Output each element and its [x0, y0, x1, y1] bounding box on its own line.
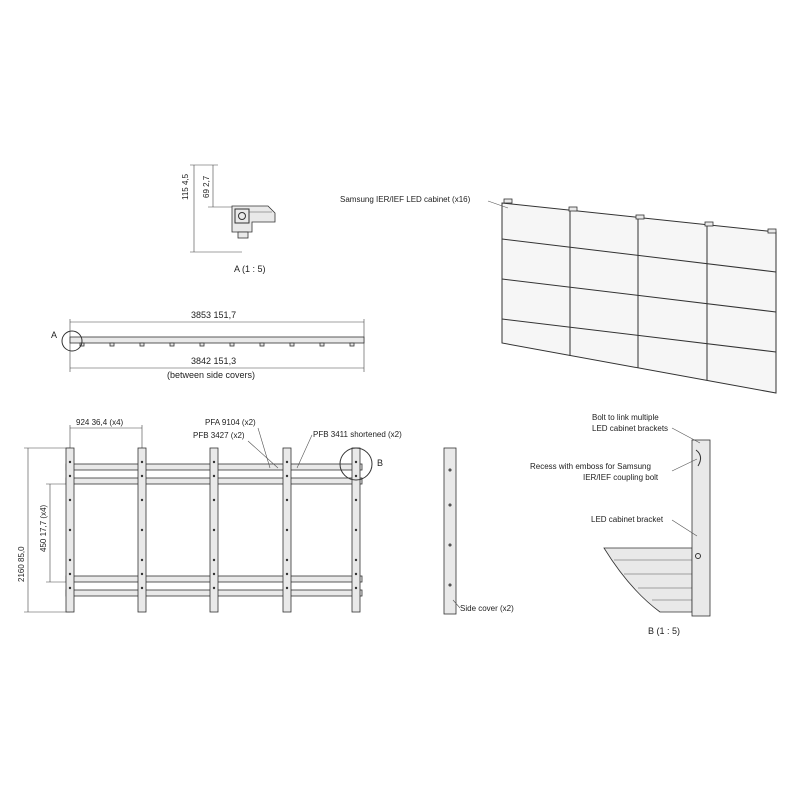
- upright-hole: [141, 587, 143, 589]
- upright-hole: [141, 475, 143, 477]
- detail-a: [181, 165, 275, 274]
- side-view: [51, 310, 364, 380]
- side-view-bottom-note: (between side covers): [167, 370, 256, 380]
- rail-bracket-tick: [200, 343, 204, 346]
- detail-b-recess-1: Recess with emboss for Samsung: [530, 462, 651, 471]
- rail-bracket-tick: [350, 343, 354, 346]
- detail-b-caption: B (1 : 5): [648, 626, 681, 636]
- front-top-dim: 924 36,4 (x4): [76, 418, 124, 427]
- side-cover-label: Side cover (x2): [460, 604, 514, 613]
- rail-bracket-tick: [290, 343, 294, 346]
- side-view-bottom-dim: 3842 151,3: [191, 356, 237, 366]
- side-view-marker-a: A: [51, 330, 58, 340]
- detail-b-bolt-1: Bolt to link multiple: [592, 413, 659, 422]
- upright-hole: [69, 587, 71, 589]
- upright-hole: [213, 559, 215, 561]
- detail-b-bolt-2: LED cabinet brackets: [592, 424, 669, 433]
- rail-bracket-tick: [320, 343, 324, 346]
- upright-hole: [141, 573, 143, 575]
- upright-hole: [69, 529, 71, 531]
- upright-hole: [355, 573, 357, 575]
- cabinet-label: Samsung IER/IEF LED cabinet (x16): [340, 195, 471, 204]
- label-pfb-short: PFB 3411 shortened (x2): [313, 430, 402, 439]
- upright-hole: [286, 573, 288, 575]
- upright-hole: [213, 461, 215, 463]
- upright-hole: [355, 475, 357, 477]
- upright-hole: [355, 499, 357, 501]
- front-rail-dim: 450 17,7 (x4): [39, 504, 48, 552]
- upright-hole: [286, 559, 288, 561]
- upright-hole: [213, 573, 215, 575]
- side-cover: [444, 448, 514, 614]
- upright-hole: [69, 559, 71, 561]
- upright-hole: [355, 529, 357, 531]
- label-pfa: PFA 9104 (x2): [205, 418, 256, 427]
- upright-hole: [355, 559, 357, 561]
- upright-hole: [286, 529, 288, 531]
- frame-uprights: [66, 448, 360, 612]
- detail-b-bracket: LED cabinet bracket: [591, 515, 664, 524]
- upright-hole: [213, 529, 215, 531]
- detail-b: [530, 413, 710, 636]
- upright-hole: [69, 475, 71, 477]
- upright-hole: [286, 587, 288, 589]
- detail-a-caption: A (1 : 5): [234, 264, 266, 274]
- upright-hole: [355, 461, 357, 463]
- rail-bracket-tick: [230, 343, 234, 346]
- upright-hole: [355, 587, 357, 589]
- upright-hole: [141, 559, 143, 561]
- rail-bracket-tick: [110, 343, 114, 346]
- upright-hole: [286, 461, 288, 463]
- upright-hole: [213, 499, 215, 501]
- label-pfb: PFB 3427 (x2): [193, 431, 245, 440]
- upright-hole: [141, 461, 143, 463]
- front-marker-b: B: [377, 458, 384, 468]
- rail-bracket-tick: [170, 343, 174, 346]
- rail-bracket-tick: [140, 343, 144, 346]
- upright-hole: [69, 573, 71, 575]
- side-view-top-dim: 3853 151,7: [191, 310, 237, 320]
- front-height-dim: 2160 85,0: [17, 546, 26, 582]
- upright-hole: [69, 499, 71, 501]
- detail-a-dim-outer: 115 4,5: [181, 173, 190, 200]
- rail-ticks: [80, 343, 354, 346]
- led-cabinet-wall: [340, 195, 776, 393]
- rail-bracket-tick: [260, 343, 264, 346]
- upright-hole: [286, 475, 288, 477]
- detail-a-dim-inner: 69 2,7: [202, 175, 211, 198]
- upright-hole: [141, 529, 143, 531]
- upright-hole: [213, 475, 215, 477]
- upright-hole: [69, 461, 71, 463]
- upright-hole: [213, 587, 215, 589]
- upright-hole: [286, 499, 288, 501]
- detail-b-recess-2: IER/IEF coupling bolt: [583, 473, 659, 482]
- front-view: [17, 418, 402, 612]
- upright-hole: [141, 499, 143, 501]
